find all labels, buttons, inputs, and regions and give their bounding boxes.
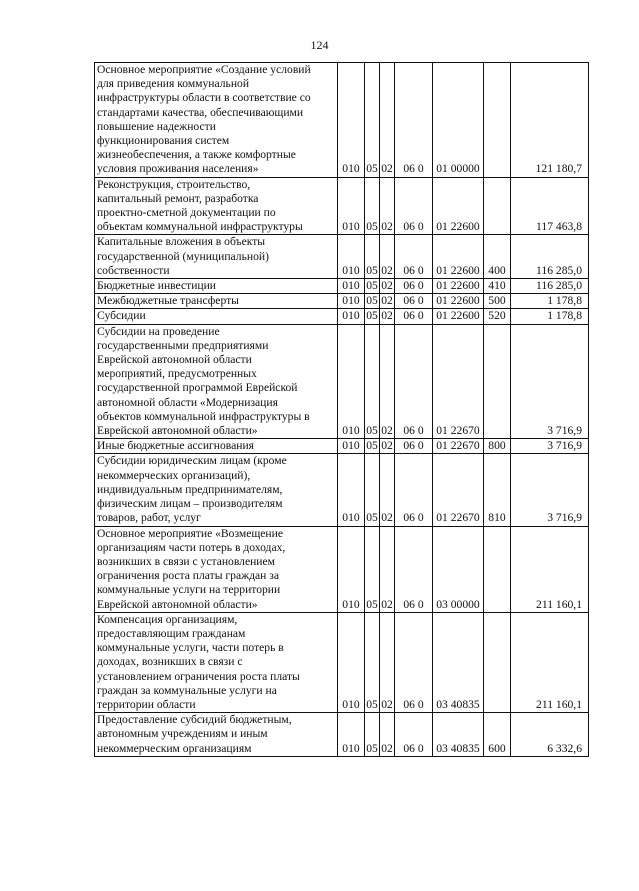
page-number: 124	[310, 38, 329, 52]
table-row	[95, 439, 589, 454]
table-row	[95, 713, 589, 757]
section-code: 05	[365, 713, 380, 757]
section-code: 05	[366, 279, 378, 293]
item-name: Предоставление субсидий бюджетным, автономным учреждениям и иным некоммерческим организациям	[95, 713, 338, 757]
amount: 3 716,9	[511, 454, 589, 526]
target-article-part1: 06 0	[395, 294, 433, 309]
expense-type-code	[484, 526, 511, 612]
ministry-code: 010	[338, 279, 365, 294]
ministry-code: 010	[338, 526, 365, 612]
table-row	[95, 454, 589, 526]
item-name: Иные бюджетные ассигнования	[95, 439, 338, 454]
section-code: 05	[365, 235, 380, 279]
target-article-part1: 06 0	[395, 177, 433, 235]
section-code: 05	[366, 294, 378, 308]
target-article-part2: 01 22600	[433, 294, 484, 309]
item-name: Капитальные вложения в объекты государственной (муниципальной) собственности	[95, 235, 338, 279]
table-row	[95, 526, 589, 612]
item-name: Бюджетные инвестиции	[95, 279, 338, 294]
ministry-code: 010	[338, 324, 365, 439]
subsection-code: 02	[381, 309, 393, 323]
subsection-code: 02	[380, 713, 395, 757]
amount: 211 160,1	[511, 526, 589, 612]
expense-type-code	[484, 177, 511, 235]
target-article-part2: 01 22600	[433, 177, 484, 235]
target-article-part1: 06 0	[395, 612, 433, 712]
section-code: 05	[365, 526, 380, 612]
target-article-part2: 01 22600	[433, 279, 484, 294]
section-code: 05	[366, 439, 378, 453]
expense-type-code: 600	[484, 713, 511, 757]
subsection-code: 02	[380, 526, 395, 612]
target-article-part2: 01 22670	[433, 324, 484, 439]
target-article-part2: 01 22600	[433, 309, 484, 324]
budget-table-body	[95, 63, 589, 757]
item-name: Основное мероприятие «Создание условий для приведения коммунальной инфраструктуры области в соответствие со стандартами качества, обеспечивающими повышение надежности функционирования систем жизнеобеспечения, а также комфортные условия проживания населения»	[95, 63, 338, 178]
amount: 116 285,0	[511, 279, 589, 294]
section-code: 05	[366, 309, 378, 323]
expense-type-code	[484, 63, 511, 178]
target-article-part1: 06 0	[395, 526, 433, 612]
target-article-part2: 03 40835	[433, 713, 484, 757]
ministry-code: 010	[338, 454, 365, 526]
target-article-part2: 01 22670	[433, 454, 484, 526]
expense-type-code: 800	[484, 439, 511, 454]
section-code: 05	[365, 454, 380, 526]
expense-type-code: 400	[484, 235, 511, 279]
amount: 116 285,0	[511, 235, 589, 279]
amount: 117 463,8	[511, 177, 589, 235]
target-article-part1: 06 0	[395, 454, 433, 526]
expense-type-code	[484, 612, 511, 712]
subsection-code: 02	[380, 235, 395, 279]
target-article-part1: 06 0	[395, 713, 433, 757]
target-article-part1: 06 0	[395, 309, 433, 324]
subsection-code: 02	[380, 612, 395, 712]
item-name: Субсидии на проведение государственными предприятиями Еврейской автономной области мероприятий, предусмотренных государственной программой Еврейской автономной области «Модернизация объектов коммунальной инфраструктуры в Еврейской автономной области»	[95, 324, 338, 439]
target-article-part2: 03 40835	[433, 612, 484, 712]
table-row	[95, 177, 589, 235]
subsection-code: 02	[380, 63, 395, 178]
ministry-code: 010	[338, 235, 365, 279]
target-article-part1: 06 0	[395, 324, 433, 439]
table-row	[95, 279, 589, 294]
section-code: 05	[365, 177, 380, 235]
target-article-part1: 06 0	[395, 279, 433, 294]
expense-type-code: 410	[484, 279, 511, 294]
ministry-code: 010	[338, 177, 365, 235]
item-name: Субсидии юридическим лицам (кроме некоммерческих организаций), индивидуальным предпринимателям, физическим лицам – производителям товаров, работ, услуг	[95, 454, 338, 526]
target-article-part1: 06 0	[395, 439, 433, 454]
section-code: 05	[365, 612, 380, 712]
subsection-code: 02	[381, 439, 393, 453]
item-name: Компенсация организациям, предоставляющим гражданам коммунальные услуги, части потерь в доходах, возникших в связи с установлением ограничения роста платы граждан за коммунальные услуги на территории области	[95, 612, 338, 712]
expense-type-code: 500	[484, 294, 511, 309]
target-article-part2: 01 22600	[433, 235, 484, 279]
expense-type-code: 520	[484, 309, 511, 324]
item-name: Основное мероприятие «Возмещение организациям части потерь в доходах, возникших в связи с установлением ограничения роста платы граждан за коммунальные услуги на территории Еврейской автономной области»	[95, 526, 338, 612]
subsection-code: 02	[380, 454, 395, 526]
target-article-part1: 06 0	[395, 63, 433, 178]
expense-type-code: 810	[484, 454, 511, 526]
section-code: 05	[365, 63, 380, 178]
ministry-code: 010	[338, 309, 365, 324]
amount: 3 716,9	[511, 324, 589, 439]
amount: 1 178,8	[511, 309, 589, 324]
expense-type-code	[484, 324, 511, 439]
target-article-part2: 01 00000	[433, 63, 484, 178]
subsection-code: 02	[380, 324, 395, 439]
item-name: Межбюджетные трансферты	[95, 294, 338, 309]
ministry-code: 010	[338, 439, 365, 454]
table-row	[95, 309, 589, 324]
subsection-code: 02	[381, 279, 393, 293]
ministry-code: 010	[338, 63, 365, 178]
ministry-code: 010	[338, 612, 365, 712]
target-article-part2: 01 22670	[433, 439, 484, 454]
table-row	[95, 324, 589, 439]
amount: 1 178,8	[511, 294, 589, 309]
item-name: Субсидии	[95, 309, 338, 324]
amount: 211 160,1	[511, 612, 589, 712]
subsection-code: 02	[381, 294, 393, 308]
target-article-part2: 03 00000	[433, 526, 484, 612]
subsection-code: 02	[380, 177, 395, 235]
table-row	[95, 294, 589, 309]
table-row	[95, 63, 589, 178]
amount: 6 332,6	[511, 713, 589, 757]
table-row	[95, 612, 589, 712]
target-article-part1: 06 0	[395, 235, 433, 279]
table-row	[95, 235, 589, 279]
item-name: Реконструкция, строительство, капитальный ремонт, разработка проектно-сметной документации по объектам коммунальной инфраструктуры	[95, 177, 338, 235]
amount: 121 180,7	[511, 63, 589, 178]
section-code: 05	[365, 324, 380, 439]
amount: 3 716,9	[511, 439, 589, 454]
ministry-code: 010	[338, 294, 365, 309]
budget-table	[94, 62, 589, 757]
ministry-code: 010	[338, 713, 365, 757]
